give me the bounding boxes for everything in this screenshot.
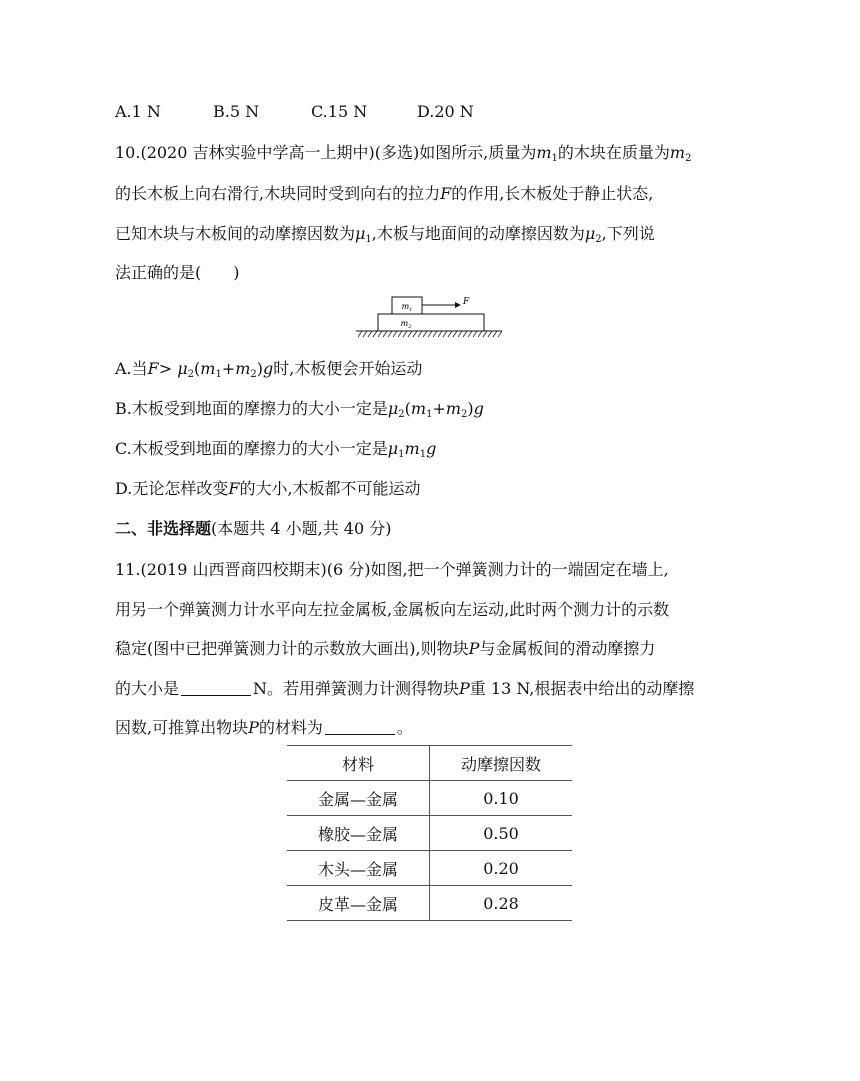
option-text: > [158,359,178,378]
section-heading [115,518,391,540]
table-cell-material: 橡胶—金属 [287,816,430,851]
p-symbol: P [248,718,259,737]
table-cell-material: 木头—金属 [287,851,430,886]
q10-number: 10. [115,143,141,162]
q10-text: 的长木板上向右滑行,木块同时受到向右的拉力 [115,184,441,203]
q11-stem-line4 [115,678,694,700]
m1-subscript: 1 [215,369,222,380]
q9-option-a[interactable]: A.1 N [115,102,161,121]
q11-text: 稳定(图中已把弹簧测力计的示数放大画出),则物块 [115,639,469,658]
q10-stem-line3 [115,223,655,251]
option-text: D.无论怎样改变 [115,479,229,498]
q11-text: 如图,把一个弹簧测力计的一端固定在墙上, [370,560,669,579]
m2-subscript: 2 [250,369,257,380]
q11-text: 。 [396,718,413,737]
answer-blank-friction[interactable] [181,681,251,696]
m1-subscript: 1 [419,449,427,460]
board-m2 [378,314,484,331]
table-row [287,886,572,921]
table-row [287,816,572,851]
q11-number: 11. [115,560,141,579]
mu-symbol: μ [387,399,399,418]
option-text: ) [256,359,264,378]
m1-symbol: m [200,359,216,378]
force-symbol: F [228,479,240,498]
m2-subscript: 2 [685,153,692,164]
friction-coefficient-table [287,745,572,921]
option-text: ) [467,399,474,418]
mu-symbol: μ [387,439,399,458]
q10-option-c[interactable] [115,438,436,466]
section-title: 二、非选择题 [115,519,212,538]
g-symbol: g [426,439,437,458]
table-cell-coefficient: 0.50 [430,816,573,851]
mu2-subscript: 2 [595,234,602,245]
q10-text: 法正确的是( ) [115,263,240,282]
g-symbol: g [473,399,484,418]
ground-hatch [358,331,502,337]
m1-symbol: m [410,399,427,418]
q11-text: 的大小是 [115,679,180,698]
table-header-row [287,746,572,781]
q11-stem-line2 [115,599,669,621]
mu-symbol: μ [584,224,596,243]
q10-option-a[interactable] [115,358,422,386]
answer-blank-material[interactable] [325,720,395,735]
table-header: 材料 [287,746,430,781]
option-text: 时,木板便会开始运动 [273,359,423,378]
option-text: ( [404,399,411,418]
q10-figure [354,293,504,347]
mu-symbol: μ [177,359,188,378]
q10-text: 的木块在质量为 [557,143,670,162]
option-text: B.木板受到地面的摩擦力的大小一定是 [115,399,388,418]
table-row [287,851,572,886]
option-text: 的大小,木板都不可能运动 [239,479,421,498]
mu2-subscript: 2 [398,409,405,420]
table-row [287,781,572,816]
m2-symbol: m [235,359,251,378]
option-text: + [432,399,446,418]
q11-text: 与金属板间的滑动摩擦力 [479,639,656,658]
table-cell-coefficient: 0.10 [430,781,573,816]
q11-stem-line1 [115,559,669,581]
q10-text: ,木板与地面间的动摩擦因数为 [371,224,585,243]
force-arrow-head [455,302,461,308]
q9-options [115,101,474,123]
mu1-subscript: 1 [365,234,372,245]
q10-text: 已知木块与木板间的动摩擦因数为 [115,224,356,243]
q11-text: 用另一个弹簧测力计水平向左拉金属板,金属板向左运动,此时两个测力计的示数 [115,600,670,619]
option-text: A.当 [115,359,148,378]
q10-option-d[interactable] [115,478,421,500]
p-symbol: P [459,679,470,698]
m2-symbol: m [445,399,462,418]
force-symbol: F [440,184,452,203]
q11-source: (2019 山西晋商四校期末) [140,560,327,579]
m2-subscript: 2 [461,409,468,420]
m1-symbol: m [536,143,552,162]
q11-text: 重 13 N,根据表中给出的动摩擦 [469,679,695,698]
option-text: ( [194,359,201,378]
q9-option-c[interactable]: C.15 N [311,102,368,121]
table-cell-material: 皮革—金属 [287,886,430,921]
force-symbol: F [147,359,159,378]
option-text: C.木板受到地面的摩擦力的大小一定是 [115,439,388,458]
q10-source: (2020 吉林实验中学高一上期中) [140,143,375,162]
p-symbol: P [468,639,480,658]
block-on-board-diagram [354,293,504,343]
q10-text: 如图所示,质量为 [419,143,537,162]
m1-subscript: 1 [426,409,433,420]
block-label: $m_1$ [401,302,413,313]
option-text: + [221,359,236,378]
q11-text: 因数,可推算出物块 [115,718,249,737]
q11-text: N。若用弹簧测力计测得物块 [253,679,460,698]
m1-subscript: 1 [551,153,558,164]
section-note: (本题共 4 小题,共 40 分) [211,519,392,538]
q10-text: ,下列说 [601,224,655,243]
table-header: 动摩擦因数 [430,746,573,781]
m1-symbol: m [404,439,420,458]
q10-stem-line2 [115,183,653,205]
mu2-subscript: 2 [187,369,195,380]
q10-stem-line4 [115,262,240,284]
q10-stem-line1 [115,142,691,170]
q10-option-b[interactable] [115,398,484,426]
q11-stem-line5 [115,717,413,739]
q11-stem-line3 [115,638,655,660]
table-cell-material: 金属—金属 [287,781,430,816]
board-label: $m_2$ [400,319,412,330]
q9-option-b[interactable]: B.5 N [213,102,260,121]
q11-text: 的材料为 [258,718,323,737]
force-label: F [463,297,470,307]
q10-text: 的作用,长木板处于静止状态, [451,184,654,203]
table-cell-coefficient: 0.28 [430,886,573,921]
g-symbol: g [263,359,274,378]
table-cell-coefficient: 0.20 [430,851,573,886]
m2-symbol: m [669,143,686,162]
mu-symbol: μ [355,224,366,243]
mu1-subscript: 1 [398,449,405,460]
q11-score: (6 分) [326,560,371,579]
q9-option-d[interactable]: D.20 N [417,102,474,121]
q10-type: (多选) [374,143,420,162]
